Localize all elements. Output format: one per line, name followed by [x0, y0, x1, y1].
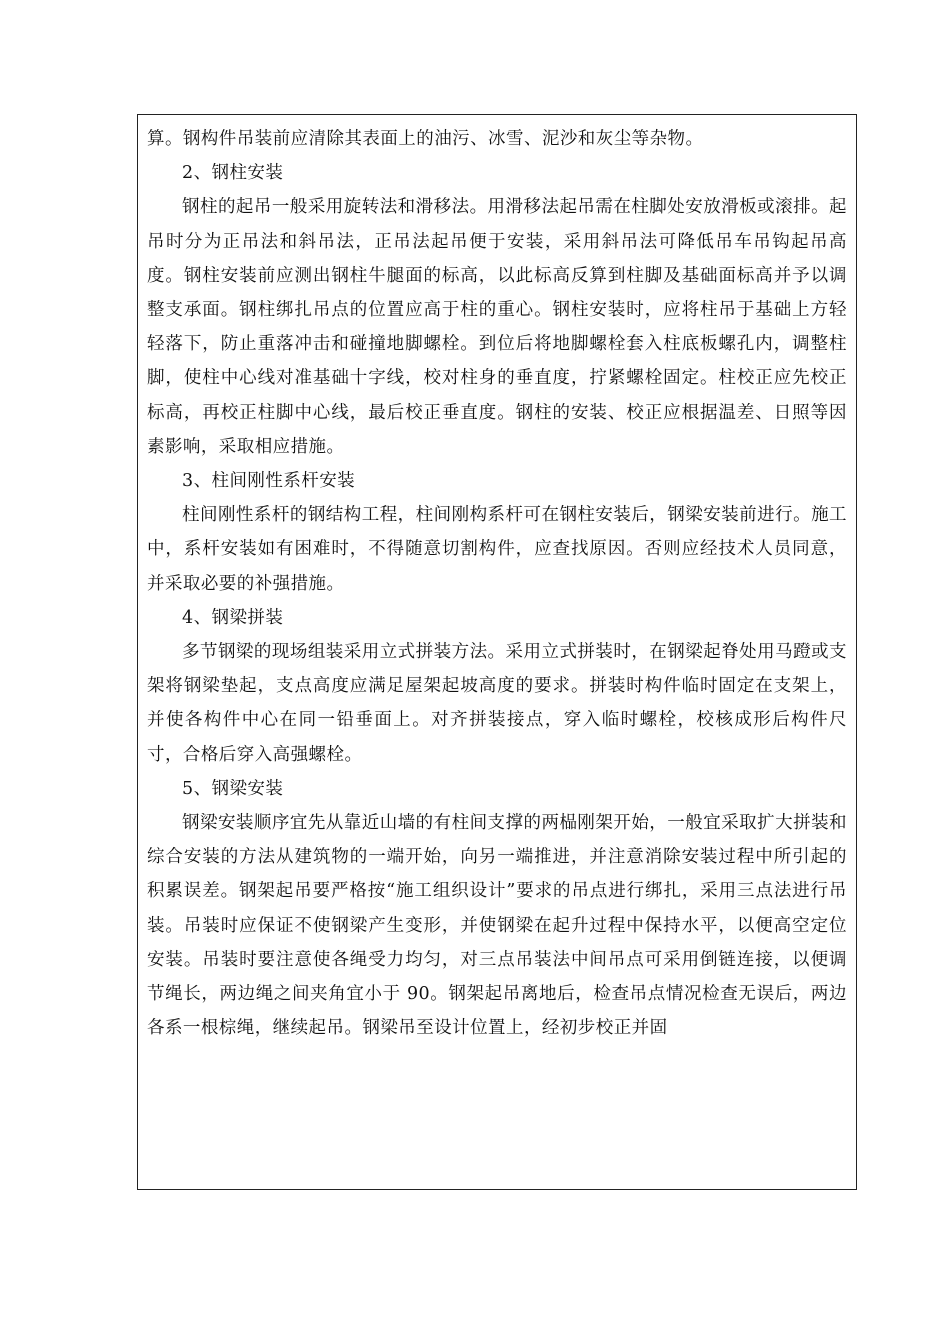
paragraph-beam-installation: 钢梁安装顺序宜先从靠近山墙的有柱间支撑的两榀刚架开始，一般宜采取扩大拼装和综合安装的方法从建筑物的一端开始，向另一端推进，并注意消除安装过程中所引起的积累误差。钢架起吊要严格按“施工组织设计”要求的吊点进行绑扎，采用三点法进行吊装。吊装时应保证不使钢梁产生变形，并使钢梁在起升过程中保持水平，以便高空定位安装。吊装时要注意使各绳受力均匀，对三点吊装法中间吊点可采用倒链连接，以便调节绳长，两边绳之间夹角宜小于 90。钢架起吊离地后，检查吊点情况检查无误后，两边各系一根棕绳，继续起吊。钢梁吊至设计位置上，经初步校正并固 — [147, 813, 847, 1039]
section-heading-beam-installation: 5、钢梁安装 — [182, 778, 284, 799]
paragraph-beam-assembly: 多节钢梁的现场组装采用立式拼装方法。采用立式拼装时，在钢梁起脊处用马蹬或支架将钢梁垫起，支点高度应满足屋架起坡高度的要求。拼装时构件临时固定在支架上，并使各构件中心在同一铅垂面上。对齐拼装接点，穿入临时螺栓，校核成形后构件尺寸，合格后穿入高强螺栓。 — [147, 642, 847, 765]
document-body — [147, 122, 847, 1045]
section-heading-beam-assembly: 4、钢梁拼装 — [182, 607, 284, 628]
paragraph-continuation: 算。钢构件吊装前应清除其表面上的油污、冰雪、泥沙和灰尘等杂物。 — [147, 129, 704, 149]
paragraph-column-installation: 钢柱的起吊一般采用旋转法和滑移法。用滑移法起吊需在柱脚处安放滑板或滚排。起吊时分为正吊法和斜吊法，正吊法起吊便于安装，采用斜吊法可降低吊车吊钩起吊高度。钢柱安装前应测出钢柱牛腿面的标高，以此标高反算到柱脚及基础面标高并予以调整支承面。钢柱绑扎吊点的位置应高于柱的重心。钢柱安装时，应将柱吊于基础上方轻轻落下，防止重落冲击和碰撞地脚螺栓。到位后将地脚螺栓套入柱底板螺孔内，调整柱脚，使柱中心线对准基础十字线，校对柱身的垂直度，拧紧螺栓固定。柱校正应先校正标高，再校正柱脚中心线，最后校正垂直度。钢柱的安装、校正应根据温差、日照等因素影响，采取相应措施。 — [147, 197, 847, 457]
section-heading-rigid-tie-bar: 3、柱间刚性系杆安装 — [182, 471, 356, 492]
document-table-cell — [137, 114, 857, 1190]
paragraph-rigid-tie-bar: 柱间刚性系杆的钢结构工程，柱间刚构系杆可在钢柱安装后，钢梁安装前进行。施工中，系杆安装如有困难时，不得随意切割构件，应查找原因。否则应经技术人员同意，并采取必要的补强措施。 — [147, 505, 847, 594]
section-heading-column-installation: 2、钢柱安装 — [182, 163, 284, 184]
